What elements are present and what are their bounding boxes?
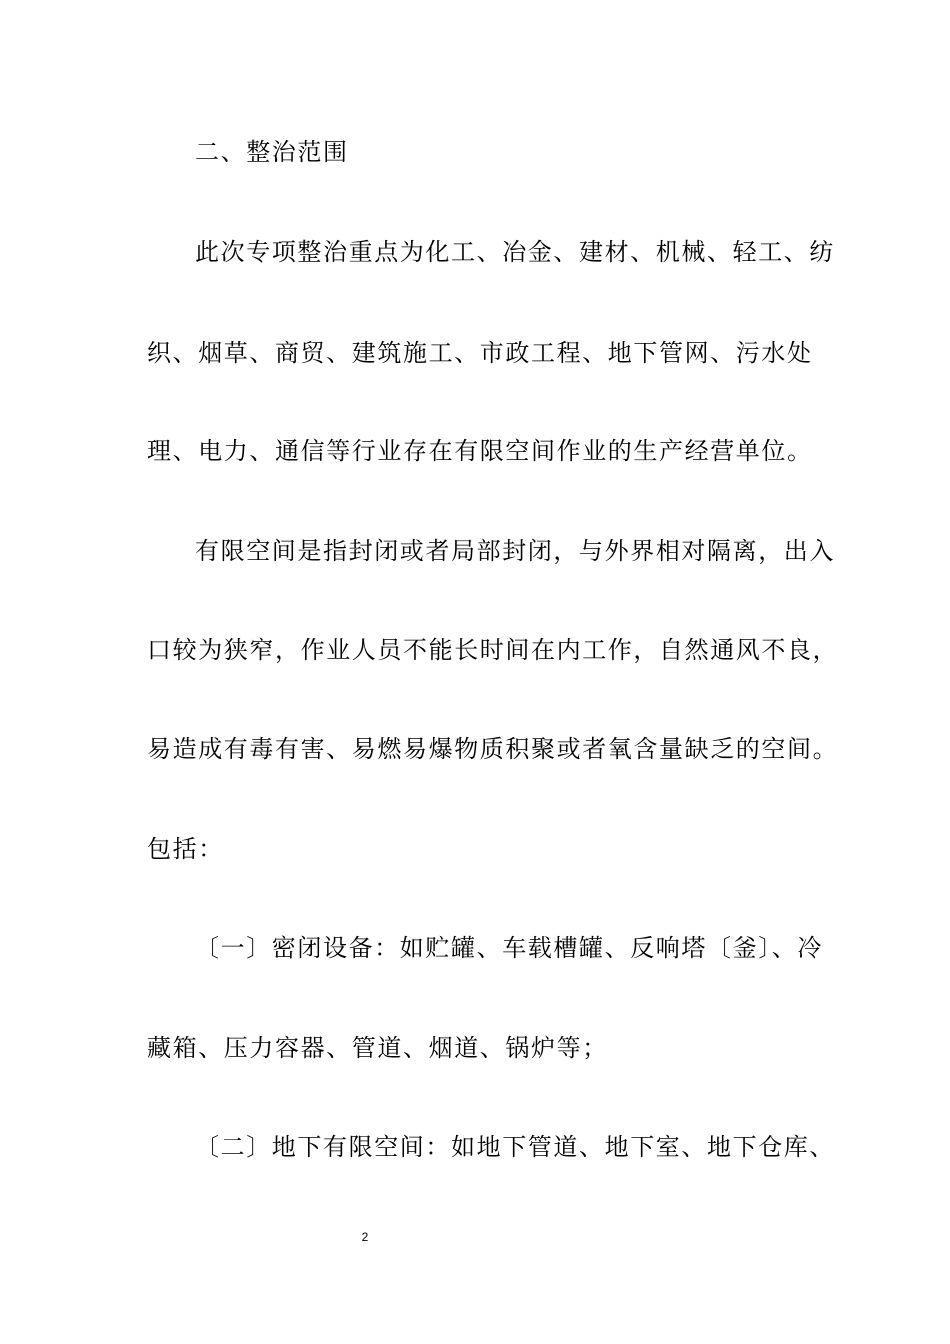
list-item: 〔一〕密闭设备：如贮罐、车载槽罐、反响塔〔釜〕、冷: [195, 934, 823, 962]
paragraph-line: 易造成有毒有害、易燃易爆物质积聚或者氧含量缺乏的空间。: [147, 735, 839, 763]
section-heading: 二、整治范围: [195, 138, 349, 166]
paragraph-line: 理、电力、通信等行业存在有限空间作业的生产经营单位。: [147, 437, 813, 465]
paragraph-line: 织、烟草、商贸、建筑施工、市政工程、地下管网、污水处: [147, 339, 813, 367]
paragraph-line: 包括：: [147, 835, 224, 863]
list-item-continuation: 藏箱、压力容器、管道、烟道、锅炉等；: [147, 1034, 608, 1062]
paragraph-line: 此次专项整治重点为化工、冶金、建材、机械、轻工、纺: [195, 238, 835, 266]
paragraph-line: 口较为狭窄，作业人员不能长时间在内工作，自然通风不良，: [147, 636, 839, 664]
list-item: 〔二〕地下有限空间：如地下管道、地下室、地下仓库、: [195, 1133, 835, 1161]
page-number: 2: [361, 1230, 369, 1244]
paragraph-line: 有限空间是指封闭或者局部封闭，与外界相对隔离，出入: [195, 537, 835, 565]
